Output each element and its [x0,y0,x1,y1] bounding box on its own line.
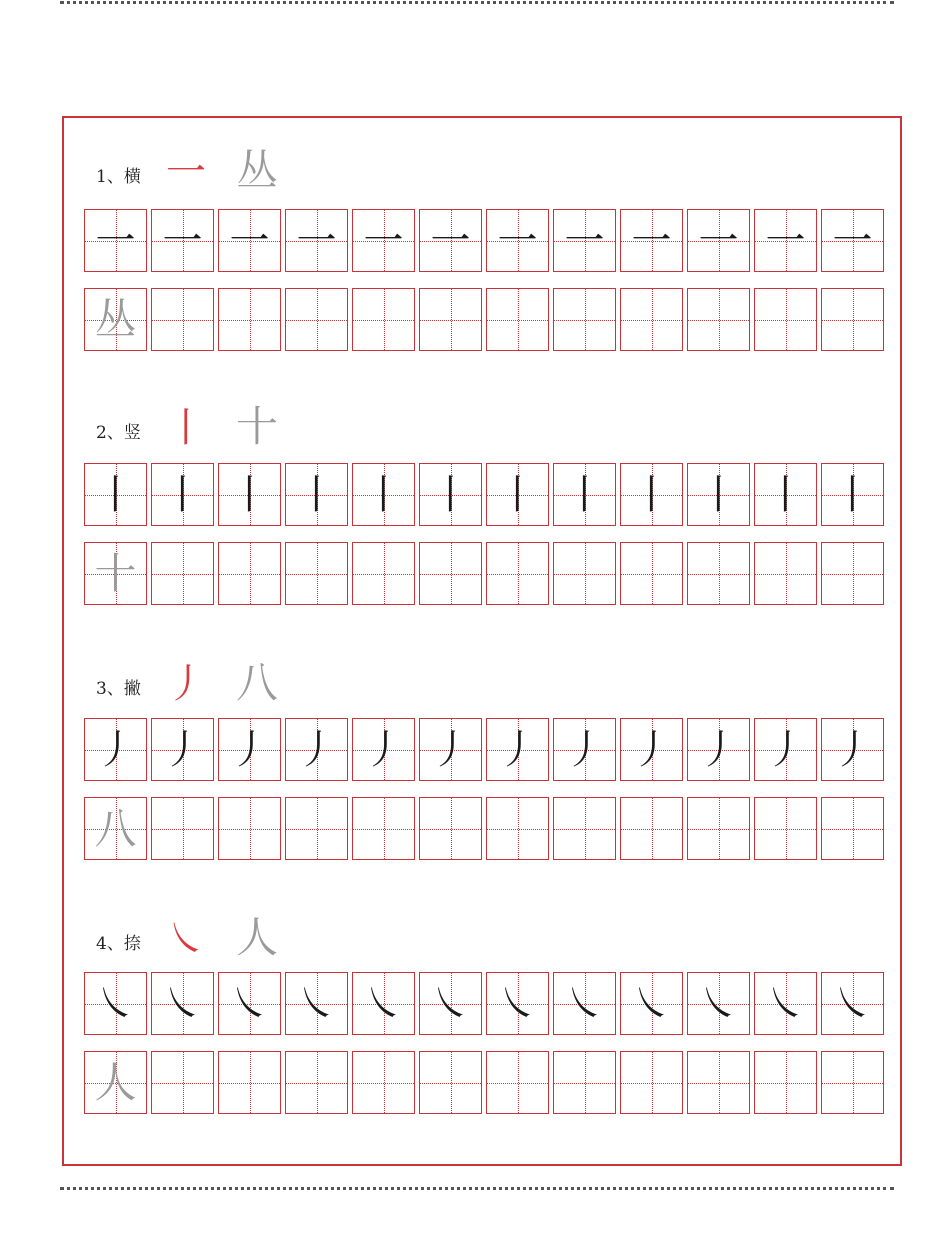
stroke-glyph: 丨 [698,471,739,518]
stroke-trace-cell[interactable] [218,463,281,526]
stroke-trace-cell[interactable] [620,209,683,272]
stroke-glyph: ㇏ [229,980,270,1027]
stroke-trace-cell[interactable] [285,972,348,1035]
char-practice-cell[interactable] [285,1051,348,1114]
char-practice-cell[interactable] [84,542,147,605]
stroke-trace-cell[interactable] [553,972,616,1035]
char-practice-cell[interactable] [84,1051,147,1114]
stroke-trace-cell[interactable] [754,972,817,1035]
char-glyph [152,1052,213,1113]
section-header [96,658,396,707]
char-practice-cell[interactable] [151,797,214,860]
char-glyph [420,1052,481,1113]
stroke-glyph: 丨 [430,471,471,518]
stroke-glyph: 丿 [698,726,739,773]
char-glyph [420,543,481,604]
stroke-trace-cell[interactable] [352,718,415,781]
top-dotted-divider [60,1,894,4]
char-glyph [286,1052,347,1113]
char-practice-cell[interactable] [553,797,616,860]
stroke-trace-cell[interactable] [821,972,884,1035]
stroke-glyph: 丿 [430,726,471,773]
stroke-trace-cell[interactable] [486,209,549,272]
char-glyph [688,543,749,604]
stroke-glyph: 一 [229,217,270,264]
stroke-glyph: 丨 [631,471,672,518]
stroke-trace-cell[interactable] [84,463,147,526]
char-glyph [219,543,280,604]
char-practice-cell[interactable] [687,542,750,605]
char-practice-cell[interactable] [821,1051,884,1114]
char-glyph [554,1052,615,1113]
char-practice-cell[interactable] [419,1051,482,1114]
stroke-trace-cell[interactable] [486,972,549,1035]
stroke-trace-row [84,718,884,781]
stroke-glyph: 丿 [765,726,806,773]
stroke-trace-cell[interactable] [285,209,348,272]
stroke-glyph: 丿 [497,726,538,773]
stroke-glyph: ㇏ [631,980,672,1027]
bottom-dotted-divider [60,1187,894,1190]
stroke-trace-cell[interactable] [687,972,750,1035]
stroke-trace-row [84,463,884,526]
char-glyph [554,798,615,859]
stroke-trace-cell[interactable] [419,718,482,781]
stroke-trace-cell[interactable] [285,718,348,781]
stroke-trace-cell[interactable] [419,972,482,1035]
char-glyph [219,1052,280,1113]
char-glyph [219,798,280,859]
char-glyph [487,289,548,350]
char-glyph [822,1052,883,1113]
char-practice-cell[interactable] [553,1051,616,1114]
stroke-trace-cell[interactable] [352,972,415,1035]
stroke-trace-cell[interactable] [620,972,683,1035]
char-practice-row [84,797,884,860]
char-practice-cell[interactable] [486,797,549,860]
stroke-example: 丿 [166,661,206,707]
stroke-trace-cell[interactable] [754,209,817,272]
stroke-trace-cell[interactable] [486,463,549,526]
stroke-glyph: 一 [162,217,203,264]
stroke-trace-cell[interactable] [687,718,750,781]
stroke-glyph: 丨 [296,471,337,518]
char-practice-cell[interactable] [754,288,817,351]
stroke-glyph: ㇏ [765,980,806,1027]
char-glyph: 十 [94,548,137,598]
char-glyph [755,289,816,350]
char-practice-cell[interactable] [218,797,281,860]
char-glyph [688,798,749,859]
stroke-trace-cell[interactable] [553,463,616,526]
stroke-trace-cell[interactable] [352,463,415,526]
char-glyph [554,289,615,350]
char-glyph [755,1052,816,1113]
stroke-glyph: ㇏ [698,980,739,1027]
stroke-trace-row [84,972,884,1035]
stroke-glyph: 一 [95,217,136,264]
stroke-trace-cell[interactable] [620,718,683,781]
stroke-trace-cell[interactable] [620,463,683,526]
stroke-glyph: ㇏ [363,980,404,1027]
stroke-trace-cell[interactable] [553,209,616,272]
char-glyph [554,543,615,604]
char-practice-cell[interactable] [486,542,549,605]
char-practice-row [84,288,884,351]
stroke-trace-cell[interactable] [419,209,482,272]
stroke-glyph: 丿 [363,726,404,773]
stroke-glyph: ㇏ [296,980,337,1027]
char-glyph [420,798,481,859]
section-header [96,146,396,195]
section-label: 4、捺 [96,934,141,954]
char-glyph: 八 [94,803,137,853]
stroke-glyph: 一 [363,217,404,264]
char-glyph [621,289,682,350]
stroke-glyph: ㇏ [564,980,605,1027]
char-practice-cell[interactable] [486,288,549,351]
char-practice-cell[interactable] [218,288,281,351]
stroke-glyph: 丨 [229,471,270,518]
stroke-glyph: 丨 [363,471,404,518]
section-label: 2、竖 [96,423,141,443]
char-glyph [621,1052,682,1113]
stroke-glyph: ㇏ [430,980,471,1027]
stroke-trace-cell[interactable] [218,718,281,781]
stroke-trace-cell[interactable] [821,209,884,272]
stroke-glyph: 丨 [95,471,136,518]
stroke-glyph: 丿 [229,726,270,773]
char-practice-cell[interactable] [151,288,214,351]
stroke-glyph: 丨 [162,471,203,518]
char-glyph [487,798,548,859]
char-practice-row [84,1051,884,1114]
char-practice-cell[interactable] [687,1051,750,1114]
char-practice-cell[interactable] [687,797,750,860]
stroke-glyph: 丿 [95,726,136,773]
section-header [96,913,396,962]
stroke-trace-row [84,209,884,272]
char-glyph [286,289,347,350]
char-practice-cell[interactable] [754,542,817,605]
char-practice-cell[interactable] [620,288,683,351]
section-label: 3、撇 [96,679,141,699]
char-practice-cell[interactable] [553,288,616,351]
char-practice-cell[interactable] [151,542,214,605]
stroke-trace-cell[interactable] [821,718,884,781]
char-glyph [755,543,816,604]
char-glyph [822,289,883,350]
char-practice-cell[interactable] [620,542,683,605]
stroke-trace-cell[interactable] [151,209,214,272]
stroke-trace-cell[interactable] [151,718,214,781]
stroke-trace-cell[interactable] [486,718,549,781]
stroke-glyph: 丨 [765,471,806,518]
stroke-glyph: 一 [497,217,538,264]
stroke-glyph: 一 [832,217,873,264]
char-glyph [353,289,414,350]
stroke-glyph: ㇏ [832,980,873,1027]
stroke-glyph: 丨 [497,471,538,518]
stroke-example: 一 [166,149,206,195]
stroke-trace-cell[interactable] [821,463,884,526]
stroke-glyph: 丨 [832,471,873,518]
char-example: 丛 [236,146,279,195]
char-glyph [152,798,213,859]
char-glyph [487,543,548,604]
char-glyph [353,1052,414,1113]
char-practice-cell[interactable] [352,797,415,860]
char-practice-row [84,542,884,605]
char-example: 十 [236,402,279,451]
section-label: 1、横 [96,167,141,187]
stroke-glyph: ㇏ [497,980,538,1027]
stroke-glyph: 丿 [564,726,605,773]
stroke-glyph: 丨 [564,471,605,518]
char-practice-cell[interactable] [486,1051,549,1114]
stroke-glyph: 一 [430,217,471,264]
stroke-trace-cell[interactable] [553,718,616,781]
char-glyph [621,798,682,859]
char-practice-cell[interactable] [620,1051,683,1114]
char-practice-cell[interactable] [620,797,683,860]
char-example: 人 [236,913,279,962]
stroke-glyph: 一 [631,217,672,264]
char-practice-cell[interactable] [218,542,281,605]
char-glyph [822,543,883,604]
stroke-trace-cell[interactable] [754,463,817,526]
char-practice-cell[interactable] [84,288,147,351]
stroke-example: 丨 [166,405,206,451]
char-practice-cell[interactable] [754,1051,817,1114]
char-glyph [688,289,749,350]
char-glyph [822,798,883,859]
stroke-trace-cell[interactable] [218,209,281,272]
stroke-glyph: ㇏ [95,980,136,1027]
stroke-example: ㇏ [166,916,206,962]
stroke-trace-cell[interactable] [151,972,214,1035]
char-practice-cell[interactable] [352,542,415,605]
stroke-trace-cell[interactable] [218,972,281,1035]
stroke-trace-cell[interactable] [84,972,147,1035]
char-glyph [152,543,213,604]
char-glyph [688,1052,749,1113]
char-practice-cell[interactable] [553,542,616,605]
stroke-trace-cell[interactable] [687,463,750,526]
char-practice-cell[interactable] [285,542,348,605]
char-practice-cell[interactable] [352,1051,415,1114]
char-glyph [152,289,213,350]
char-glyph [420,289,481,350]
stroke-glyph: 一 [564,217,605,264]
stroke-trace-cell[interactable] [285,463,348,526]
char-practice-cell[interactable] [285,288,348,351]
char-glyph [621,543,682,604]
char-glyph: 丛 [94,294,137,344]
stroke-trace-cell[interactable] [754,718,817,781]
char-glyph [353,543,414,604]
char-practice-cell[interactable] [84,797,147,860]
stroke-glyph: 一 [698,217,739,264]
stroke-trace-cell[interactable] [84,209,147,272]
stroke-trace-cell[interactable] [352,209,415,272]
practice-sheet-frame [62,116,902,1166]
char-glyph [286,798,347,859]
char-practice-cell[interactable] [352,288,415,351]
stroke-glyph: 丿 [162,726,203,773]
char-practice-cell[interactable] [754,797,817,860]
stroke-trace-cell[interactable] [151,463,214,526]
char-glyph [755,798,816,859]
char-practice-cell[interactable] [419,288,482,351]
char-practice-cell[interactable] [151,1051,214,1114]
char-example: 八 [236,658,279,707]
stroke-glyph: 一 [765,217,806,264]
stroke-glyph: 丿 [832,726,873,773]
stroke-glyph: 一 [296,217,337,264]
stroke-trace-cell[interactable] [419,463,482,526]
char-glyph: 人 [94,1057,137,1107]
char-glyph [219,289,280,350]
char-practice-cell[interactable] [821,542,884,605]
stroke-glyph: ㇏ [162,980,203,1027]
section-header [96,402,396,451]
char-practice-cell[interactable] [419,542,482,605]
char-practice-cell[interactable] [821,288,884,351]
char-glyph [353,798,414,859]
char-practice-cell[interactable] [285,797,348,860]
char-practice-cell[interactable] [218,1051,281,1114]
char-practice-cell[interactable] [687,288,750,351]
stroke-glyph: 丿 [296,726,337,773]
char-glyph [286,543,347,604]
stroke-trace-cell[interactable] [84,718,147,781]
stroke-trace-cell[interactable] [687,209,750,272]
char-glyph [487,1052,548,1113]
stroke-glyph: 丿 [631,726,672,773]
char-practice-cell[interactable] [821,797,884,860]
char-practice-cell[interactable] [419,797,482,860]
